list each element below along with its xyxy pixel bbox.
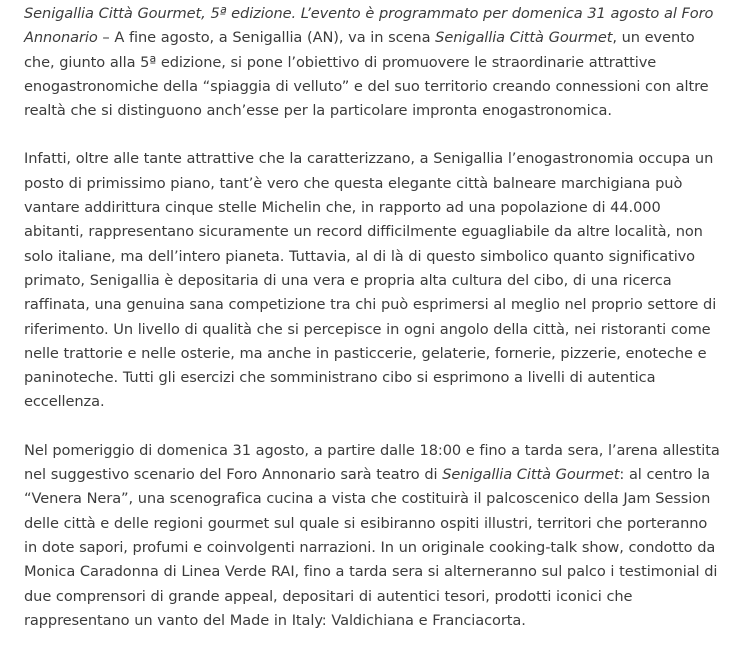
event-name: Senigallia Città Gourmet [435,29,613,47]
paragraph-program [24,439,720,633]
intro-text-a: – A fine agosto, a Senigallia (AN), va in scena [97,29,436,47]
lead-italic: Senigallia Città Gourmet, 5ª edizione. L’evento è programmato per domenica 31 agosto al Foro Annonario [24,5,714,47]
program-text-a: Nel pomeriggio di domenica 31 agosto, a partire dalle 18:00 e fino a tarda sera, l’arena allestita nel suggestivo scenario del Foro Annonario sarà teatro di [24,441,720,484]
program-text-b: : al centro la “Venera Nera”, una scenografica cucina a vista che costituirà il palcoscenico della Jam Session delle città e delle regioni gourmet sul quale si esibiranno ospiti illustri, territori che porteranno in dote sapori, profumi e coinvolgenti narrazioni. In un originale cooking-talk show, condotto da Monica Caradonna di Linea Verde RAI, fino a tarda sera si alterneranno sul palco i testimonial di due comprensori di grande appeal, depositari di autentici tesori, prodotti iconici che rappresentano un vanto del Made in Italy: Valdichiana e Franciacorta. [24,466,718,629]
paragraph-intro [24,2,720,123]
paragraph-gastronomy [24,147,720,414]
gastronomy-text: Infatti, oltre alle tante attrattive che la caratterizzano, a Senigallia l’enogastronomia occupa un posto di primissimo piano, tant’è vero che questa elegante città balneare marchigiana può vantare addirittura cinque stelle Michelin che, in rapporto ad una popolazione di 44.000 abitanti, rappresentano sicuramente un record difficilmente eguagliabile da altre località, non solo italiane, ma dell’intero pianeta. Tuttavia, al di là di questo simbolico quanto significativo primato, Senigallia è depositaria di una vera e propria alta cultura del cibo, di una ricerca raffinata, una genuina sana competizione tra chi può esprimersi al meglio nel proprio settore di riferimento. Un livello di qualità che si percepisce in ogni angolo della città, nei ristoranti come nelle trattorie e nelle osterie, ma anche in pasticcerie, gelaterie, fornerie, pizzerie, enoteche e paninoteche. Tutti gli esercizi che somministrano cibo si esprimono a livelli di autentica eccellenza. [24,150,717,411]
event-name: Senigallia Città Gourmet [442,466,620,484]
intro-text-b: , un evento che, giunto alla 5ª edizione, si pone l’obiettivo di promuovere le straordinarie attrattive enogastronomiche della “spiaggia di velluto” e del suo territorio creando connessioni con altre realtà che si distinguono anch’esse per la particolare impronta enogastronomica. [24,29,709,120]
